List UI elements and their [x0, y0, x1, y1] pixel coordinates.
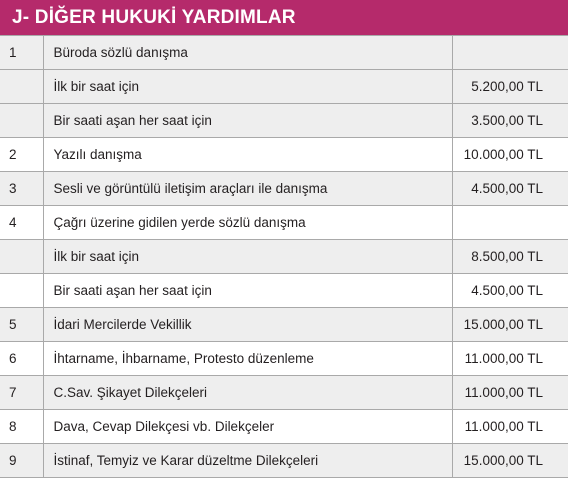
row-price: 11.000,00 TL: [452, 342, 568, 376]
row-number: [0, 274, 43, 308]
table-row: [0, 308, 568, 342]
row-description: İhtarname, İhbarname, Protesto düzenleme: [43, 342, 452, 376]
row-number: 7: [0, 376, 43, 410]
table-row: [0, 274, 568, 308]
row-number: 2: [0, 138, 43, 172]
table-row: [0, 410, 568, 444]
row-price: 10.000,00 TL: [452, 138, 568, 172]
row-description: Dava, Cevap Dilekçesi vb. Dilekçeler: [43, 410, 452, 444]
table-row: [0, 206, 568, 240]
table-row: [0, 240, 568, 274]
row-number: 3: [0, 172, 43, 206]
table-row: [0, 172, 568, 206]
table-row: [0, 444, 568, 478]
row-description: Sesli ve görüntülü iletişim araçları ile danışma: [43, 172, 452, 206]
row-price: 3.500,00 TL: [452, 104, 568, 138]
row-description: İstinaf, Temyiz ve Karar düzeltme Dilekçeleri: [43, 444, 452, 478]
row-number: [0, 70, 43, 104]
row-description: İdari Mercilerde Vekillik: [43, 308, 452, 342]
row-description: İlk bir saat için: [43, 70, 452, 104]
row-description: Çağrı üzerine gidilen yerde sözlü danışma: [43, 206, 452, 240]
row-number: 1: [0, 36, 43, 70]
row-description: Yazılı danışma: [43, 138, 452, 172]
section-title: J- DİĞER HUKUKİ YARDIMLAR: [0, 0, 568, 35]
row-description: Büroda sözlü danışma: [43, 36, 452, 70]
row-price: [452, 36, 568, 70]
row-price: 11.000,00 TL: [452, 410, 568, 444]
table-row: [0, 342, 568, 376]
row-description: Bir saati aşan her saat için: [43, 274, 452, 308]
table-row: [0, 36, 568, 70]
row-price: 11.000,00 TL: [452, 376, 568, 410]
row-price: 5.200,00 TL: [452, 70, 568, 104]
row-price: 4.500,00 TL: [452, 172, 568, 206]
row-price: 4.500,00 TL: [452, 274, 568, 308]
fee-table: [0, 35, 568, 478]
row-description: C.Sav. Şikayet Dilekçeleri: [43, 376, 452, 410]
row-number: [0, 240, 43, 274]
row-price: 15.000,00 TL: [452, 444, 568, 478]
table-row: [0, 104, 568, 138]
row-number: 9: [0, 444, 43, 478]
row-price: [452, 206, 568, 240]
row-number: 6: [0, 342, 43, 376]
row-number: [0, 104, 43, 138]
table-row: [0, 376, 568, 410]
row-price: 8.500,00 TL: [452, 240, 568, 274]
row-number: 5: [0, 308, 43, 342]
table-row: [0, 70, 568, 104]
row-number: 4: [0, 206, 43, 240]
table-row: [0, 138, 568, 172]
row-description: İlk bir saat için: [43, 240, 452, 274]
row-number: 8: [0, 410, 43, 444]
row-price: 15.000,00 TL: [452, 308, 568, 342]
row-description: Bir saati aşan her saat için: [43, 104, 452, 138]
